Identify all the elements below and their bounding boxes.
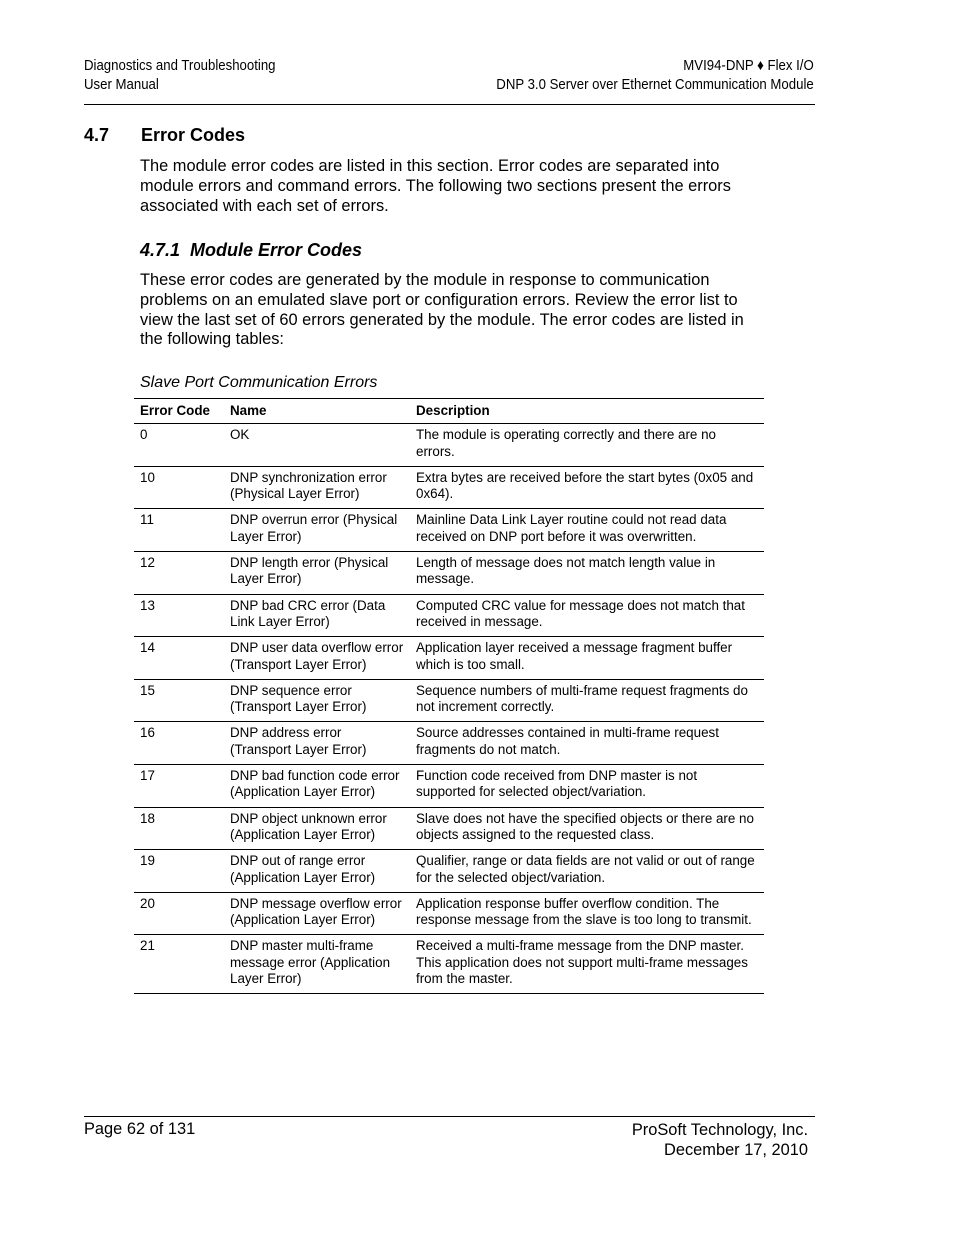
- error-description-cell: Qualifier, range or data fields are not valid or out of range for the selected object/variation.: [410, 850, 764, 893]
- table-header-row: [134, 399, 764, 424]
- error-code-cell: 14: [134, 637, 224, 680]
- error-name-cell: DNP user data overflow error (Transport Layer Error): [224, 637, 410, 680]
- error-description-cell: Extra bytes are received before the start bytes (0x05 and 0x64).: [410, 466, 764, 509]
- error-description-cell: Source addresses contained in multi-frame request fragments do not match.: [410, 722, 764, 765]
- error-name-cell: OK: [224, 424, 410, 467]
- header-doc-type: User Manual: [84, 76, 159, 93]
- footer-date: December 17, 2010: [664, 1141, 808, 1159]
- error-description-cell: Computed CRC value for message does not match that received in message.: [410, 594, 764, 637]
- error-code-cell: 18: [134, 807, 224, 850]
- column-header-error-code: Error Code: [134, 399, 224, 424]
- error-code-cell: 20: [134, 892, 224, 935]
- table-row: [134, 850, 764, 893]
- error-code-cell: 11: [134, 509, 224, 552]
- error-codes-table: [134, 398, 764, 994]
- table-row: [134, 594, 764, 637]
- error-description-cell: Received a multi-frame message from the DNP master. This application does not support multi-frame messages from the master.: [410, 935, 764, 994]
- error-name-cell: DNP object unknown error (Application Layer Error): [224, 807, 410, 850]
- subsection-intro: These error codes are generated by the module in response to communication problems on an emulated slave port or configuration errors. Review the error list to view the last set of 60 errors generated by the module. The error codes are listed in the following tables:: [140, 271, 744, 349]
- table-row: [134, 935, 764, 994]
- error-code-cell: 16: [134, 722, 224, 765]
- table-row: [134, 892, 764, 935]
- error-code-cell: 17: [134, 765, 224, 808]
- footer-company: ProSoft Technology, Inc.: [631, 1121, 808, 1139]
- error-description-cell: Function code received from DNP master is not supported for selected object/variation.: [410, 765, 764, 808]
- error-description-cell: Application layer received a message fragment buffer which is too small.: [410, 637, 764, 680]
- header-product: MVI94-DNP ♦ Flex I/O: [683, 57, 814, 74]
- error-description-cell: Mainline Data Link Layer routine could not read data received on DNP port before it was overwritten.: [410, 509, 764, 552]
- table-row: [134, 722, 764, 765]
- subsection-title: Module Error Codes: [190, 240, 363, 260]
- table-caption: Slave Port Communication Errors: [140, 374, 378, 391]
- error-name-cell: DNP out of range error (Application Layer Error): [224, 850, 410, 893]
- header-doc-section: Diagnostics and Troubleshooting: [84, 57, 276, 74]
- error-name-cell: DNP synchronization error (Physical Layer Error): [224, 466, 410, 509]
- error-code-cell: 19: [134, 850, 224, 893]
- table-row: [134, 466, 764, 509]
- error-name-cell: DNP sequence error (Transport Layer Error): [224, 679, 410, 722]
- section-intro: The module error codes are listed in this section. Error codes are separated into module errors and command errors. The following two sections present the errors associated with each set of errors.: [140, 157, 731, 215]
- error-code-cell: 15: [134, 679, 224, 722]
- error-name-cell: DNP bad CRC error (Data Link Layer Error): [224, 594, 410, 637]
- error-name-cell: DNP address error (Transport Layer Error): [224, 722, 410, 765]
- error-code-cell: 0: [134, 424, 224, 467]
- error-code-cell: 13: [134, 594, 224, 637]
- subsection-number: 4.7.1: [140, 240, 181, 260]
- page-header-left: [84, 56, 276, 94]
- error-name-cell: DNP overrun error (Physical Layer Error): [224, 509, 410, 552]
- table-row: [134, 679, 764, 722]
- header-product-desc: DNP 3.0 Server over Ethernet Communication Module: [496, 76, 814, 93]
- section-title: Error Codes: [141, 125, 246, 145]
- column-header-description: Description: [410, 399, 764, 424]
- table-row: [134, 509, 764, 552]
- subsection-heading: [140, 240, 362, 261]
- column-header-name: Name: [224, 399, 410, 424]
- error-code-cell: 12: [134, 552, 224, 595]
- error-name-cell: DNP length error (Physical Layer Error): [224, 552, 410, 595]
- error-code-cell: 21: [134, 935, 224, 994]
- error-description-cell: Slave does not have the specified objects or there are no objects assigned to the requested class.: [410, 807, 764, 850]
- table-row: [134, 637, 764, 680]
- page-header-right: [497, 56, 814, 94]
- footer-right: [632, 1120, 808, 1160]
- section-number: 4.7: [84, 125, 110, 145]
- section-heading: [84, 125, 245, 146]
- error-name-cell: DNP bad function code error (Application Layer Error): [224, 765, 410, 808]
- table-row: [134, 807, 764, 850]
- error-code-cell: 10: [134, 466, 224, 509]
- table-row: [134, 765, 764, 808]
- error-description-cell: Sequence numbers of multi-frame request fragments do not increment correctly.: [410, 679, 764, 722]
- error-description-cell: Application response buffer overflow condition. The response message from the slave is too long to transmit.: [410, 892, 764, 935]
- page-number: Page 62 of 131: [84, 1120, 196, 1138]
- table-row: [134, 424, 764, 467]
- error-description-cell: Length of message does not match length value in message.: [410, 552, 764, 595]
- footer-divider: [84, 1116, 815, 1117]
- error-name-cell: DNP master multi-frame message error (Application Layer Error): [224, 935, 410, 994]
- header-divider: [84, 104, 815, 105]
- table-row: [134, 552, 764, 595]
- error-description-cell: The module is operating correctly and there are no errors.: [410, 424, 764, 467]
- error-name-cell: DNP message overflow error (Application Layer Error): [224, 892, 410, 935]
